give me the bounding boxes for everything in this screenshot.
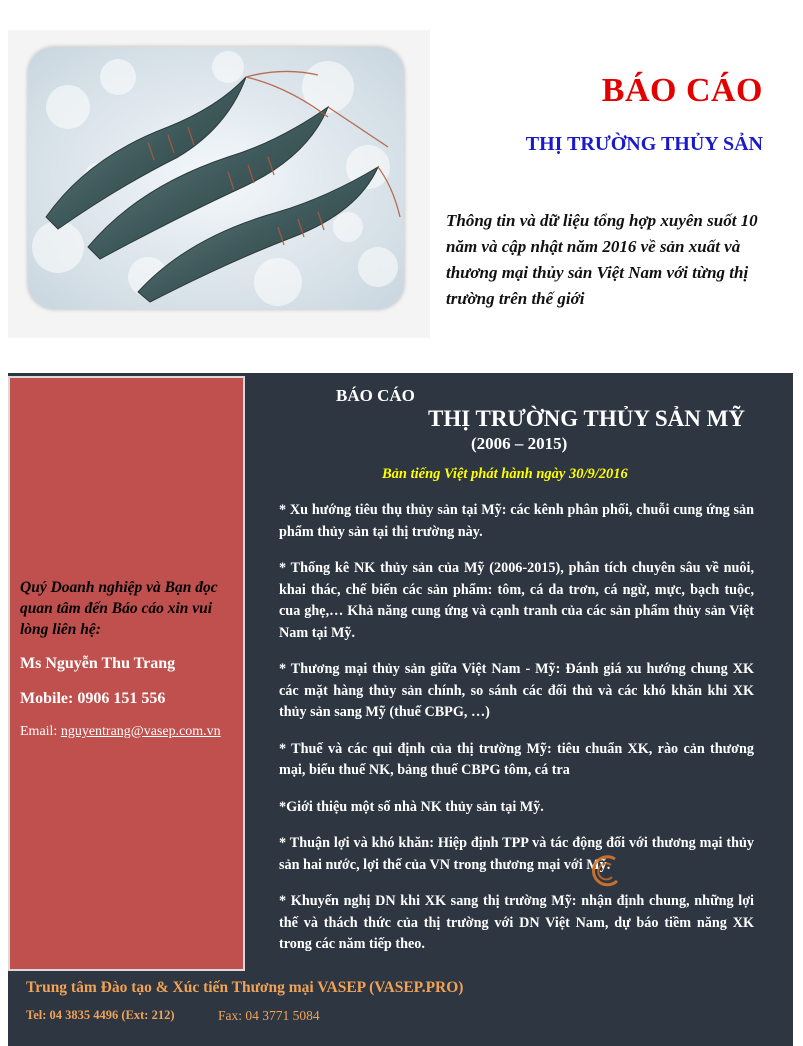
report-bullets (279, 500, 754, 971)
footer-fax: Fax: 04 3771 5084 (218, 1008, 320, 1023)
intro-text: Thông tin và dữ liệu tổng hợp xuyên suốt 10 năm và cập nhật năm 2016 về sản xuất và thương mại thủy sản Việt Nam với từng thị trường trên thế giới (446, 211, 758, 308)
report-market-title: THỊ TRƯỜNG THỦY SẢN MỸ (428, 406, 745, 431)
contact-intro: Quý Doanh nghiệp và Bạn đọc quan tâm đến Báo cáo xin vui lòng liên hệ: (20, 579, 218, 638)
bullet-item: * Thuận lợi và khó khăn: Hiệp định TPP và tác động đối với thương mại thủy sản hai nước, lợi thế của VN trong thương mại với Mỹ. (279, 835, 754, 873)
report-subtitle: THỊ TRƯỜNG THỦY SẢN (525, 133, 763, 155)
bullet-item: * Thương mại thủy sản giữa Việt Nam - Mỹ: Đánh giá xu hướng chung XK các mặt hàng thủy sản chính, so sánh các đối thủ và các khó khăn khi XK thủy sản sang Mỹ (thuế CBPG, …) (279, 661, 754, 720)
report-years: (2006 – 2015) (471, 434, 568, 453)
contact-email (20, 724, 221, 740)
email-link[interactable]: nguyentrang@vasep.com.vn (60, 724, 221, 739)
report-edition: Bản tiếng Việt phát hành ngày 30/9/2016 (382, 466, 628, 482)
shrimp-photo (28, 47, 404, 309)
email-label: Email: (20, 724, 61, 739)
bullet-item: *Giới thiệu một số nhà NK thủy sản tại Mỹ. (279, 798, 544, 815)
contact-box (8, 376, 245, 971)
logo-watermark-icon (587, 853, 627, 894)
contact-name: Ms Nguyễn Thu Trang (20, 655, 176, 672)
bullet-item: * Xu hướng tiêu thụ thủy sản tại Mỹ: các kênh phân phối, chuỗi cung ứng sản phẩm thủy sản tại thị trường này. (279, 502, 754, 540)
footer-organization: Trung tâm Đào tạo & Xúc tiến Thương mại VASEP (VASEP.PRO) (26, 979, 464, 996)
bullet-item: * Thuế và các qui định của thị trường Mỹ: tiêu chuẩn XK, rào cản thương mại, biểu thuế NK, bảng thuế CBPG tôm, cá tra (279, 740, 754, 778)
report-label: BÁO CÁO (336, 386, 415, 405)
report-title: BÁO CÁO (601, 72, 763, 109)
contact-mobile: Mobile: 0906 151 556 (20, 690, 166, 707)
footer-tel: Tel: 04 3835 4496 (Ext: 212) (26, 1008, 175, 1022)
bullet-item: * Thống kê NK thủy sản của Mỹ (2006-2015), phân tích chuyên sâu về nuôi, khai thác, chế biến các sản phẩm: tôm, cá da trơn, cá ngừ, mực, bạch tuộc, cua ghẹ,… Khả năng cung ứng và cạnh tranh của các sản phẩm thủy sản Việt Nam tại Mỹ. (279, 560, 754, 641)
bullet-item: * Khuyến nghị DN khi XK sang thị trường Mỹ: nhận định chung, những lợi thế và thách thức của thị trường với DN Việt Nam, dự báo tiềm năng XK trong các năm tiếp theo. (279, 893, 754, 952)
